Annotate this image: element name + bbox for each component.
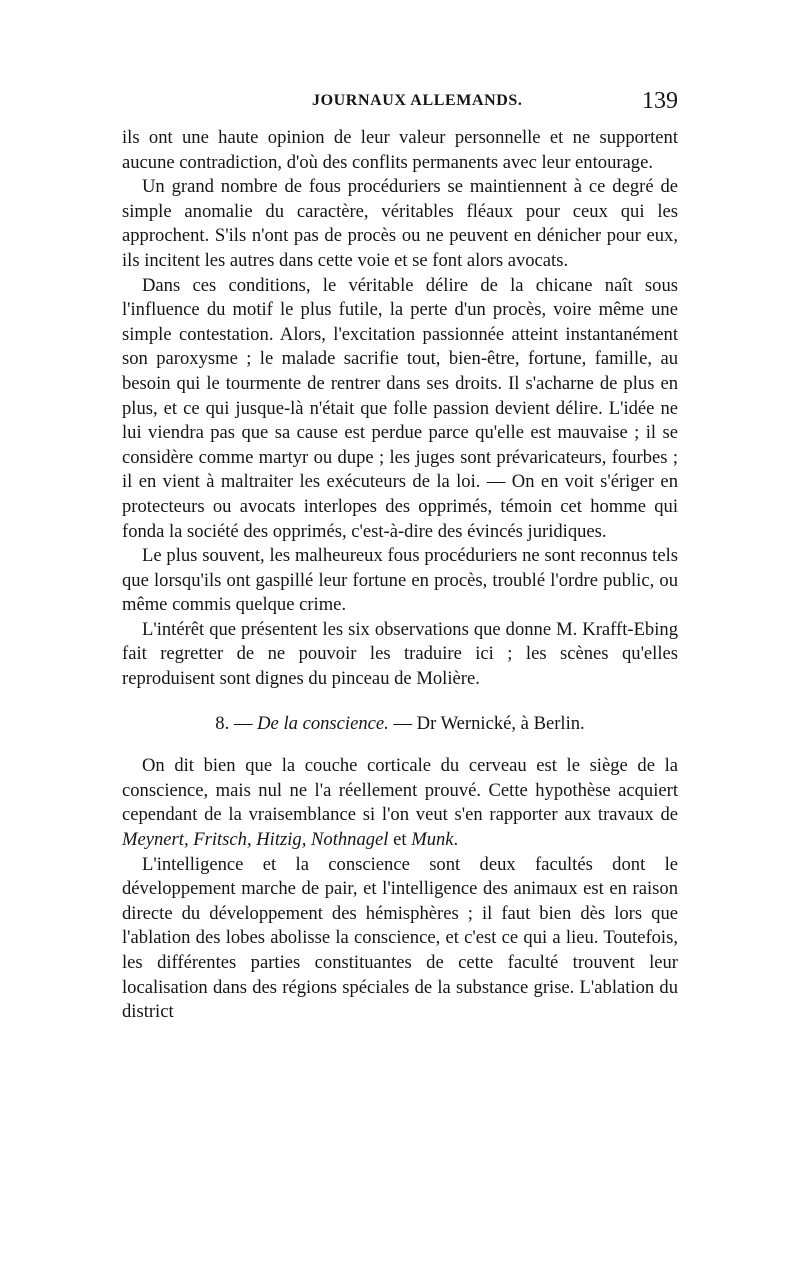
page-header xyxy=(122,88,678,118)
body-text xyxy=(122,126,678,1025)
paragraph: L'intérêt que présentent les six observations que donne M. Krafft-Ebing fait regretter de ne pouvoir les traduire ici ; les scènes qu'elles reproduisent sont dignes du pinceau de Molière. xyxy=(122,618,678,690)
running-title: JOURNAUX ALLEMANDS. xyxy=(312,92,523,109)
paragraph-text: et xyxy=(388,829,412,851)
cited-author: Munk xyxy=(411,829,454,851)
section-author: — Dr Wernické, à Berlin. xyxy=(393,712,585,734)
paragraph: Un grand nombre de fous procéduriers se maintiennent à ce degré de simple anomalie du caractère, véritables fléaux pour ceux qui les approchent. S'ils n'ont pas de procès ou ne peuvent en dénicher pour eux, ils incitent les autres dans cette voie et se font alors avocats. xyxy=(122,176,678,271)
section-heading xyxy=(122,712,678,737)
page-number: 139 xyxy=(642,88,678,114)
paragraph: ils ont une haute opinion de leur valeur personnelle et ne supportent aucune contradiction, d'où des conflits permanents avec leur entourage. xyxy=(122,127,678,173)
paragraph: L'intelligence et la conscience sont deux facultés dont le développement marche de pair, et l'intelligence des animaux est en raison directe du développement des hémisphères ; il faut bien dès lors que l'ablation des lobes abolisse la conscience, et c'est ce qui a lieu. Toutefois, les différentes parties constituantes de cette faculté trouvent leur localisation dans des régions spéciales de la substance grise. L'ablation du district xyxy=(122,853,678,1023)
paragraph-text: . xyxy=(453,829,459,851)
paragraph: Dans ces conditions, le véritable délire de la chicane naît sous l'influence du motif le plus futile, la perte d'un procès, voire même une simple contestation. Alors, l'excitation passionnée atteint instantanément son paroxysme ; le malade sacrifie tout, bien-être, fortune, famille, au besoin qui le tourmente de rentrer dans ses droits. Il s'acharne de plus en plus, et ce qui jusque-là n'était que folle passion devient délire. L'idée ne lui viendra pas que sa cause est perdue parce qu'elle est mauvaise ; il se considère comme martyr ou dupe ; les juges sont prévaricateurs, fourbes ; il en vient à maltraiter les exécuteurs de la loi. — On en voit s'ériger en protecteurs ou avocats interlopes des opprimés, témoin cet homme qui fonda la société des opprimés, c'est-à-dire des évincés juridiques. xyxy=(122,274,678,542)
section-title: De la conscience. xyxy=(257,712,389,734)
paragraph-text: On dit bien que la couche corticale du cerveau est le siège de la conscience, mais nul ne l'a réellement prouvé. Cette hypothèse acquiert cependant de la vraisemblance si l'on veut s'en rapporter aux travaux de xyxy=(122,755,678,826)
cited-authors: Meynert, Fritsch, Hitzig, Nothnagel xyxy=(122,829,389,851)
paragraph xyxy=(122,754,678,852)
paragraph: Le plus souvent, les malheureux fous procéduriers ne sont reconnus tels que lorsqu'ils ont gaspillé leur fortune en procès, troublé l'ordre public, ou même commis quelque crime. xyxy=(122,545,678,616)
section-number: 8. — xyxy=(215,712,253,734)
